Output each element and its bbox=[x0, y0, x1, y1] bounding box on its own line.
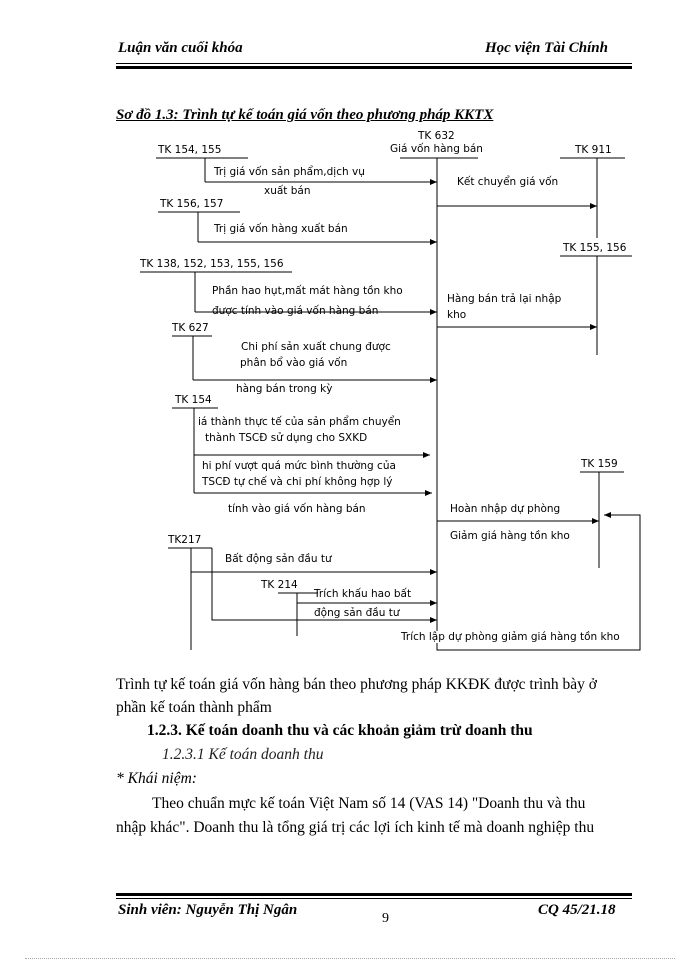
arrow-label-8b: TSCĐ tự chế và chi phí không hợp lý bbox=[202, 476, 393, 488]
arrow-label-1b: xuất bán bbox=[264, 185, 311, 197]
arrow-label-8a: hi phí vượt quá mức bình thường của bbox=[202, 460, 396, 472]
footer-rule-thin bbox=[116, 898, 632, 899]
arrow-label-4b: được tính vào giá vốn hàng bán bbox=[212, 305, 379, 317]
header-right: Học viện Tài Chính bbox=[485, 40, 608, 56]
footer-right: CQ 45/21.18 bbox=[538, 902, 616, 918]
tk632-sublabel: Giá vốn hàng bán bbox=[390, 143, 483, 155]
concept-label: * Khái niệm: bbox=[116, 770, 197, 787]
page-edge-dotted-line bbox=[25, 958, 675, 959]
arrow-label-6c: hàng bán trong kỳ bbox=[236, 383, 333, 395]
diagram-title-rest: : Trình tự kế toán giá vốn theo phương pháp KKTX bbox=[173, 107, 494, 123]
arrow-label-9a: Hoàn nhập dự phòng bbox=[450, 503, 561, 515]
arrow-label-4a: Phần hao hụt,mất mát hàng tồn kho bbox=[212, 285, 403, 297]
arrow-label-7a: iá thành thực tế của sản phẩm chuyển bbox=[198, 416, 401, 428]
paragraph-1-line-2: phần kế toán thành phẩm bbox=[116, 699, 272, 716]
section-heading-1-2-3: 1.2.3. Kế toán doanh thu và các khoản giảm trừ doanh thu bbox=[147, 722, 533, 739]
arrow-label-7b: thành TSCĐ sử dụng cho SXKD bbox=[205, 432, 368, 444]
arrow-label-5a: Hàng bán trả lại nhập bbox=[447, 293, 562, 305]
arrow-label-6a: Chi phí sản xuất chung được bbox=[241, 341, 391, 353]
footer-rule-thick bbox=[116, 893, 632, 896]
arrow-label-9b: Giảm giá hàng tồn kho bbox=[450, 530, 570, 542]
tk154-155-label: TK 154, 155 bbox=[158, 144, 222, 156]
arrow-label-6b: phân bổ vào giá vốn bbox=[240, 357, 348, 369]
tk156-157-label: TK 156, 157 bbox=[160, 198, 224, 210]
subsection-heading-1-2-3-1: 1.2.3.1 Kế toán doanh thu bbox=[162, 746, 324, 763]
arrow-label-12: Trích lập dự phòng giảm giá hàng tồn kho bbox=[401, 631, 620, 643]
arrow-label-2: Kết chuyển giá vốn bbox=[457, 176, 559, 188]
arrow-label-10: Bất động sản đầu tư bbox=[225, 553, 332, 565]
arrow-label-11a: Trích khấu hao bất bbox=[314, 588, 412, 600]
tk632-label: TK 632 bbox=[418, 130, 455, 142]
tk159-label: TK 159 bbox=[581, 458, 618, 470]
tk155-156-label: TK 155, 156 bbox=[563, 242, 627, 254]
tk214-label: TK 214 bbox=[261, 579, 298, 591]
arrow-label-1a: Trị giá vốn sản phẩm,dịch vụ bbox=[214, 166, 365, 178]
tk911-label: TK 911 bbox=[575, 144, 612, 156]
arrow-label-11b: động sản đầu tư bbox=[314, 607, 400, 619]
paragraph-2-line-1: Theo chuẩn mực kế toán Việt Nam số 14 (VAS 14) "Doanh thu và thu bbox=[152, 795, 586, 812]
arrow-label-3: Trị giá vốn hàng xuất bán bbox=[214, 223, 348, 235]
tk138-group-label: TK 138, 152, 153, 155, 156 bbox=[140, 258, 284, 270]
diagram-title-prefix: Sơ đồ 1.3 bbox=[116, 107, 174, 123]
footer-left: Sinh viên: Nguyễn Thị Ngân bbox=[118, 902, 298, 918]
arrow-label-8c: tính vào giá vốn hàng bán bbox=[228, 503, 366, 515]
tk217-label: TK217 bbox=[168, 534, 202, 546]
tk154-label: TK 154 bbox=[175, 394, 212, 406]
page-number: 9 bbox=[382, 911, 389, 926]
arrow-label-5b: kho bbox=[447, 309, 467, 321]
tk627-label: TK 627 bbox=[172, 322, 209, 334]
header-left: Luận văn cuối khóa bbox=[118, 40, 243, 56]
paragraph-1-line-1: Trình tự kế toán giá vốn hàng bán theo phương pháp KKĐK được trình bày ở bbox=[116, 676, 597, 693]
paragraph-2-line-2: nhập khác". Doanh thu là tổng giá trị các lợi ích kinh tế mà doanh nghiệp thu bbox=[116, 819, 595, 836]
